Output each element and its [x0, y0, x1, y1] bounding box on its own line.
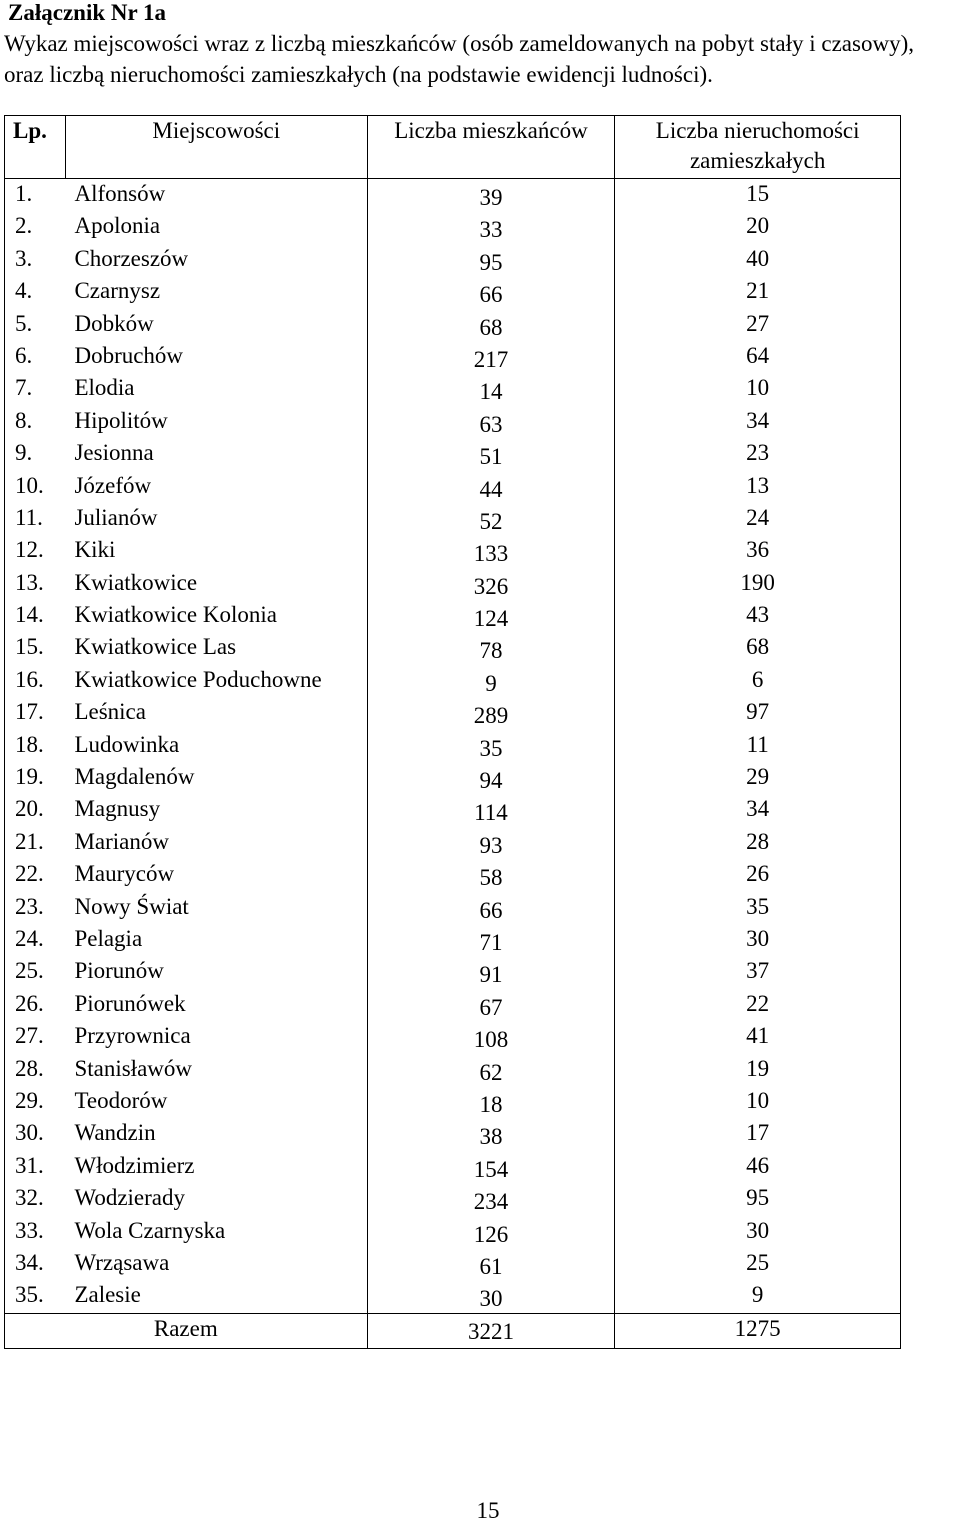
table-row [5, 341, 901, 373]
row-properties: 26 [615, 859, 901, 891]
table-row [5, 406, 901, 438]
row-properties: 15 [615, 179, 901, 212]
row-lp: 1. [5, 179, 66, 212]
row-lp: 29. [5, 1086, 66, 1118]
row-population: 58 [367, 859, 615, 891]
row-locality: Wandzin [74, 1120, 156, 1146]
row-locality: Marianów [74, 828, 169, 854]
row-locality: Czarnysz [74, 278, 161, 304]
row-lp: 12. [5, 535, 66, 567]
row-properties: 19 [615, 1054, 901, 1086]
table-row [5, 211, 901, 243]
table-row [5, 503, 901, 535]
total-population: 3221 [367, 1313, 615, 1348]
row-lp: 7. [5, 373, 66, 405]
row-lp: 22. [5, 859, 66, 891]
row-locality: Alfonsów [74, 181, 166, 206]
row-population: 52 [367, 503, 615, 535]
row-properties: 35 [615, 892, 901, 924]
row-lp: 15. [5, 632, 66, 664]
row-population: 154 [367, 1151, 615, 1183]
table-row [5, 892, 901, 924]
row-population: 93 [367, 827, 615, 859]
row-properties: 23 [615, 438, 901, 470]
row-properties: 30 [615, 924, 901, 956]
row-lp: 9. [5, 438, 66, 470]
table-row [5, 697, 901, 729]
table-row [5, 244, 901, 276]
total-label: Razem [5, 1313, 368, 1348]
row-lp: 24. [5, 924, 66, 956]
row-locality: Pelagia [74, 925, 143, 951]
row-properties: 46 [615, 1151, 901, 1183]
row-lp: 33. [5, 1216, 66, 1248]
table-row [5, 859, 901, 891]
row-properties: 37 [615, 956, 901, 988]
row-lp: 5. [5, 309, 66, 341]
row-population: 39 [367, 179, 615, 212]
table-row [5, 1151, 901, 1183]
row-locality: Teodorów [74, 1087, 168, 1113]
row-properties: 25 [615, 1248, 901, 1280]
row-population: 126 [367, 1216, 615, 1248]
row-lp: 18. [5, 730, 66, 762]
row-locality: Stanisławów [74, 1055, 193, 1081]
row-properties: 97 [615, 697, 901, 729]
row-locality: Przyrownica [74, 1023, 191, 1049]
row-locality: Jesionna [74, 440, 154, 466]
row-lp: 8. [5, 406, 66, 438]
row-population: 66 [367, 892, 615, 924]
row-locality: Elodia [74, 375, 135, 401]
total-properties: 1275 [615, 1313, 901, 1348]
header-population: Liczba mieszkańców [367, 116, 615, 179]
row-population: 14 [367, 373, 615, 405]
row-properties: 13 [615, 471, 901, 503]
row-population: 108 [367, 1021, 615, 1053]
row-lp: 35. [5, 1280, 66, 1313]
table-row [5, 1021, 901, 1053]
row-properties: 41 [615, 1021, 901, 1053]
header-properties: Liczba nieruchomości zamieszkałych [615, 116, 901, 179]
row-lp: 19. [5, 762, 66, 794]
row-locality: Dobków [74, 310, 154, 336]
row-lp: 27. [5, 1021, 66, 1053]
row-properties: 6 [615, 665, 901, 697]
table-row [5, 568, 901, 600]
row-locality: Kwiatkowice [74, 569, 198, 595]
row-population: 326 [367, 568, 615, 600]
row-lp: 31. [5, 1151, 66, 1183]
row-lp: 16. [5, 665, 66, 697]
row-population: 30 [367, 1280, 615, 1313]
row-lp: 30. [5, 1118, 66, 1150]
row-locality: Apolonia [74, 213, 161, 239]
row-locality: Wola Czarnyska [74, 1217, 226, 1243]
table-row [5, 276, 901, 308]
row-lp: 6. [5, 341, 66, 373]
row-locality: Hipolitów [74, 407, 168, 433]
row-locality: Leśnica [74, 699, 146, 725]
row-properties: 43 [615, 600, 901, 632]
row-population: 71 [367, 924, 615, 956]
row-properties: 34 [615, 794, 901, 826]
row-locality: Józefów [74, 472, 152, 498]
row-population: 38 [367, 1118, 615, 1150]
row-population: 289 [367, 697, 615, 729]
row-properties: 17 [615, 1118, 901, 1150]
row-population: 51 [367, 438, 615, 470]
row-locality: Piorunów [74, 958, 164, 984]
table-row [5, 600, 901, 632]
table-row [5, 924, 901, 956]
document-intro: Wykaz miejscowości wraz z liczbą mieszkańców (osób zameldowanych na pobyt stały i czasowy), oraz liczbą nieruchomości zamieszkałych (na podstawie ewidencji ludności). [4, 31, 914, 87]
row-population: 63 [367, 406, 615, 438]
row-population: 67 [367, 989, 615, 1021]
table-row [5, 1054, 901, 1086]
row-properties: 68 [615, 632, 901, 664]
header-locality: Miejscowości [65, 116, 367, 179]
row-lp: 20. [5, 794, 66, 826]
row-locality: Mauryców [74, 861, 175, 887]
table-row [5, 373, 901, 405]
row-properties: 27 [615, 309, 901, 341]
row-properties: 21 [615, 276, 901, 308]
row-locality: Kiki [74, 537, 116, 563]
row-properties: 190 [615, 568, 901, 600]
row-population: 95 [367, 244, 615, 276]
row-population: 78 [367, 632, 615, 664]
table-row [5, 827, 901, 859]
table-row [5, 535, 901, 567]
row-properties: 28 [615, 827, 901, 859]
table-row [5, 438, 901, 470]
table-row [5, 471, 901, 503]
row-locality: Ludowinka [74, 731, 180, 757]
table-row [5, 989, 901, 1021]
table-row [5, 956, 901, 988]
row-locality: Włodzimierz [74, 1152, 195, 1178]
row-locality: Dobruchów [74, 342, 184, 368]
row-lp: 21. [5, 827, 66, 859]
row-population: 94 [367, 762, 615, 794]
row-population: 234 [367, 1183, 615, 1215]
row-locality: Kwiatkowice Kolonia [74, 602, 277, 628]
row-lp: 25. [5, 956, 66, 988]
table-row [5, 1280, 901, 1313]
row-lp: 17. [5, 697, 66, 729]
row-properties: 24 [615, 503, 901, 535]
row-locality: Kwiatkowice Las [74, 634, 237, 660]
row-locality: Wodzierady [74, 1185, 185, 1211]
row-properties: 10 [615, 373, 901, 405]
row-lp: 26. [5, 989, 66, 1021]
row-population: 35 [367, 730, 615, 762]
table-row [5, 1216, 901, 1248]
row-locality: Nowy Świat [74, 893, 189, 919]
table-row [5, 309, 901, 341]
row-population: 68 [367, 309, 615, 341]
table-total-row [5, 1313, 901, 1348]
row-locality: Magnusy [74, 796, 161, 822]
row-population: 217 [367, 341, 615, 373]
row-properties: 40 [615, 244, 901, 276]
row-lp: 28. [5, 1054, 66, 1086]
row-lp: 14. [5, 600, 66, 632]
table-row [5, 730, 901, 762]
row-locality: Zalesie [65, 1280, 367, 1313]
row-population: 91 [367, 956, 615, 988]
row-population: 66 [367, 276, 615, 308]
row-population: 9 [367, 665, 615, 697]
row-properties: 22 [615, 989, 901, 1021]
row-lp: 32. [5, 1183, 66, 1215]
row-population: 124 [367, 600, 615, 632]
localities-table [4, 115, 901, 1349]
row-lp: 3. [5, 244, 66, 276]
header-lp: Lp. [5, 116, 66, 179]
row-locality: Magdalenów [74, 764, 195, 790]
table-row [5, 1118, 901, 1150]
table-row [5, 1248, 901, 1280]
row-properties: 36 [615, 535, 901, 567]
row-lp: 2. [5, 211, 66, 243]
row-locality: Piorunówek [74, 990, 186, 1016]
table-body [5, 179, 901, 1314]
row-population: 133 [367, 535, 615, 567]
row-properties: 30 [615, 1216, 901, 1248]
table-header-row [5, 116, 901, 179]
row-lp: 11. [5, 503, 66, 535]
row-properties: 10 [615, 1086, 901, 1118]
row-population: 44 [367, 471, 615, 503]
table-row [5, 1086, 901, 1118]
row-properties: 11 [615, 730, 901, 762]
table-row [5, 762, 901, 794]
row-locality: Wrząsawa [74, 1249, 170, 1275]
table-row [5, 1183, 901, 1215]
row-properties: 29 [615, 762, 901, 794]
row-lp: 10. [5, 471, 66, 503]
table-row [5, 665, 901, 697]
document-title: Załącznik Nr 1a [8, 0, 167, 25]
row-locality: Chorzeszów [74, 245, 189, 271]
row-population: 33 [367, 211, 615, 243]
row-properties: 20 [615, 211, 901, 243]
row-population: 114 [367, 794, 615, 826]
table-row [5, 632, 901, 664]
row-lp: 13. [5, 568, 66, 600]
row-locality: Julianów [74, 504, 158, 530]
row-population: 61 [367, 1248, 615, 1280]
row-properties: 64 [615, 341, 901, 373]
row-population: 18 [367, 1086, 615, 1118]
page-number: 15 [476, 1498, 500, 1523]
row-lp: 23. [5, 892, 66, 924]
table-row [5, 794, 901, 826]
row-properties: 9 [615, 1280, 901, 1313]
table-row [5, 179, 901, 212]
row-properties: 34 [615, 406, 901, 438]
row-population: 62 [367, 1054, 615, 1086]
row-properties: 95 [615, 1183, 901, 1215]
row-lp: 34. [5, 1248, 66, 1280]
row-locality: Kwiatkowice Poduchowne [74, 666, 322, 692]
row-lp: 4. [5, 276, 66, 308]
